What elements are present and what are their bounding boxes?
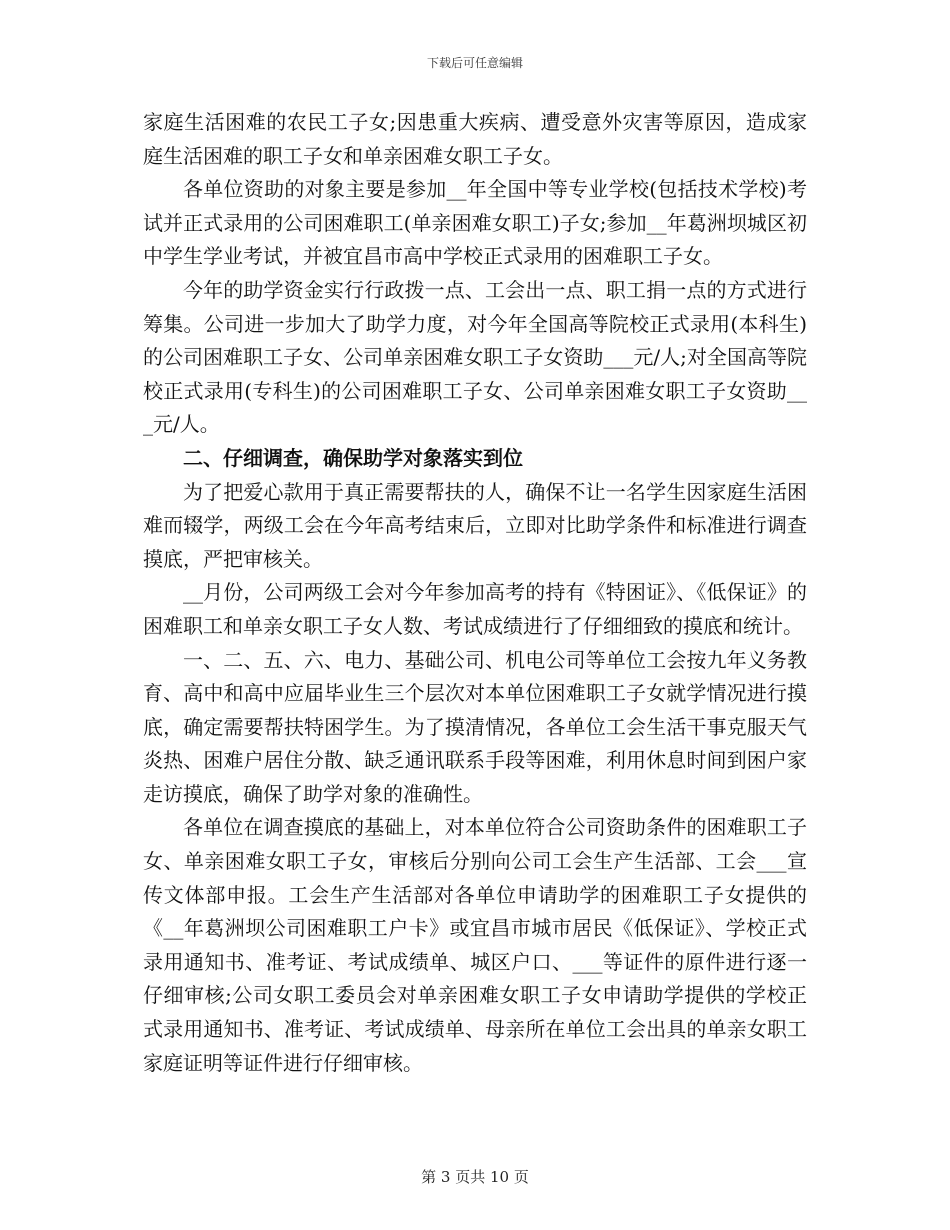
page-header: 下载后可任意编辑 [426, 56, 523, 70]
paragraph-continuation: 家庭生活困难的农民工子女;因患重大疾病、遭受意外灾害等原因，造成家庭生活困难的职工子女和单亲困难女职工子女。 [143, 110, 807, 168]
section-heading: 二、仔细调查，确保助学对象落实到位 [183, 445, 523, 470]
paragraph-funding-targets: 各单位资助的对象主要是参加__年全国中等专业学校(包括技术学校)考试并正式录用的公司困难职工(单亲困难女职工)子女;参加__年葛洲坝城区初中学生学业考试，并被宜昌市高中学校正式录用的困难职工子女。 [143, 177, 807, 269]
page-number: 第 3 页共 10 页 [421, 1168, 529, 1186]
paragraph-review: 各单位在调查摸底的基础上，对本单位符合公司资助条件的困难职工子女、单亲困难女职工子女，审核后分别向公司工会生产生活部、工会___宣传文体部申报。工会生产生活部对各单位申请助学的困难职工子女提供的《__年葛洲坝公司困难职工户卡》或宜昌市城市居民《低保证》、学校正式录用通知书、准考证、考试成绩单、城区户口、___等证件的原件进行逐一仔细审核;公司女职工委员会对单亲困难女职工子女申请助学提供的学校正式录用通知书、准考证、考试成绩单、母亲所在单位工会出具的单亲女职工家庭证明等证件进行仔细审核。 [143, 815, 807, 1075]
paragraph-investigation: 为了把爱心款用于真正需要帮扶的人，确保不让一名学生因家庭生活困难而辍学，两级工会在今年高考结束后，立即对比助学条件和标准进行调查摸底，严把审核关。 [143, 479, 807, 571]
paragraph-survey: 一、二、五、六、电力、基础公司、机电公司等单位工会按九年义务教育、高中和高中应届毕业生三个层次对本单位困难职工子女就学情况进行摸底，确定需要帮扶特困学生。为了摸清情况，各单位工会生活干事克服天气炎热、困难户居住分散、缺乏通讯联系手段等困难，利用休息时间到困户家走访摸底，确保了助学对象的准确性。 [143, 647, 807, 806]
document-body [143, 106, 807, 1080]
paragraph-funding-sources: 今年的助学资金实行行政拨一点、工会出一点、职工捐一点的方式进行筹集。公司进一步加大了助学力度，对今年全国高等院校正式录用(本科生)的公司困难职工子女、公司单亲困难女职工子女资助___元/人;对全国高等院校正式录用(专科生)的公司困难职工子女、公司单亲困难女职工子女资助___元/人。 [143, 277, 807, 437]
paragraph-statistics: __月份，公司两级工会对今年参加高考的持有《特困证》、《低保证》的困难职工和单亲女职工子女人数、考试成绩进行了仔细细致的摸底和统计。 [143, 580, 807, 638]
